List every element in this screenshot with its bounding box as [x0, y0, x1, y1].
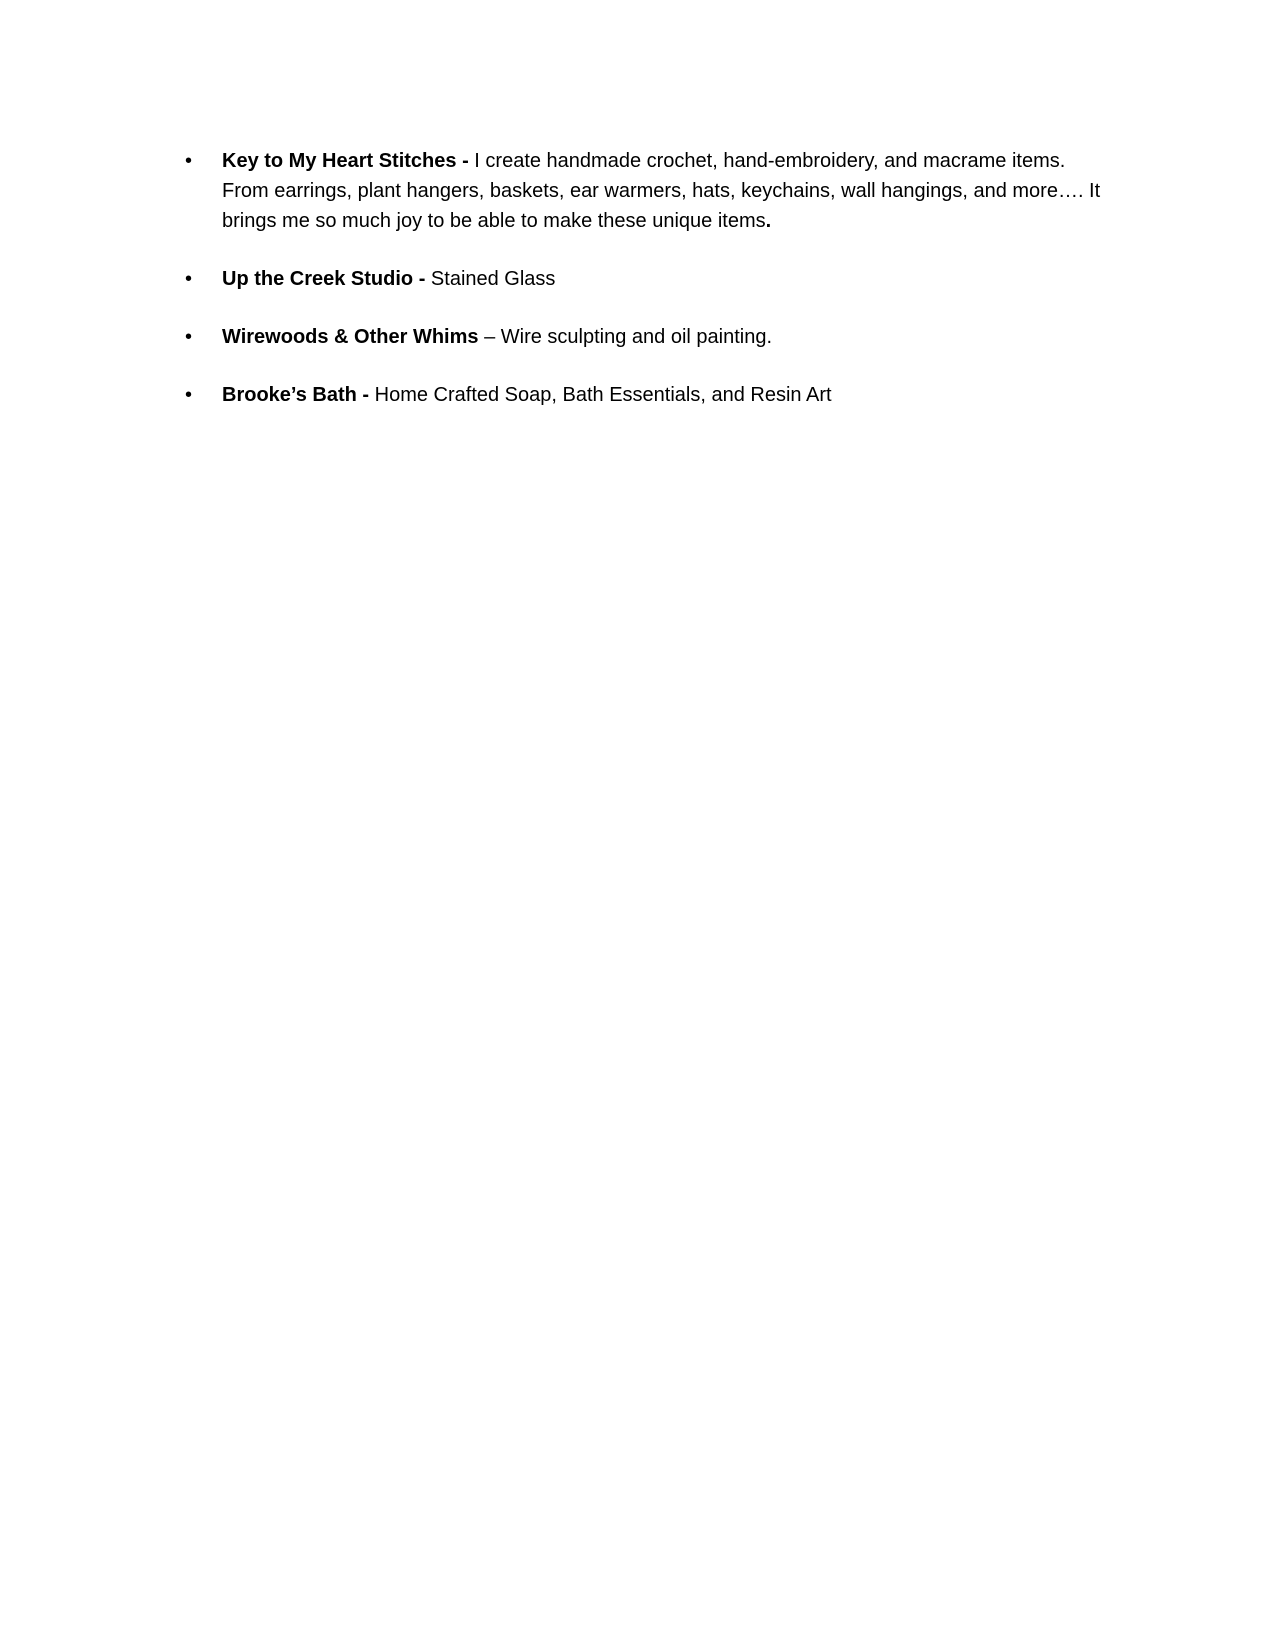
bullet-icon: • — [185, 384, 193, 406]
vendor-description-end: . — [765, 210, 772, 232]
list-item — [185, 264, 1115, 294]
vendor-name: Up the Creek Studio — [222, 268, 414, 290]
bullet-icon: • — [185, 326, 193, 348]
list-item — [185, 146, 1115, 236]
vendor-list — [185, 146, 1115, 438]
bullet-icon: • — [185, 268, 193, 290]
vendor-separator: – — [478, 326, 501, 348]
vendor-description: Wire sculpting and oil painting. — [500, 326, 773, 348]
vendor-separator: - — [356, 384, 375, 406]
vendor-name: Key to My Heart Stitches — [222, 150, 457, 172]
vendor-description: Stained Glass — [430, 268, 556, 290]
vendor-description: Home Crafted Soap, Bath Essentials, and Resin Art — [374, 384, 832, 406]
vendor-name: Brooke’s Bath — [222, 384, 357, 406]
vendor-name: Wirewoods & Other Whims — [222, 326, 479, 348]
bullet-icon: • — [185, 150, 193, 172]
list-item — [185, 322, 1115, 352]
vendor-separator: - — [413, 268, 431, 290]
vendor-separator: - — [456, 150, 475, 172]
vendor-description: I create handmade crochet, hand-embroidery, and macrame items. From earrings, plant hangers, baskets, ear warmers, hats, keychains, wall hangings, and more…. It brings me so much joy to be able to make these unique items — [222, 150, 1101, 232]
list-item — [185, 380, 1115, 410]
